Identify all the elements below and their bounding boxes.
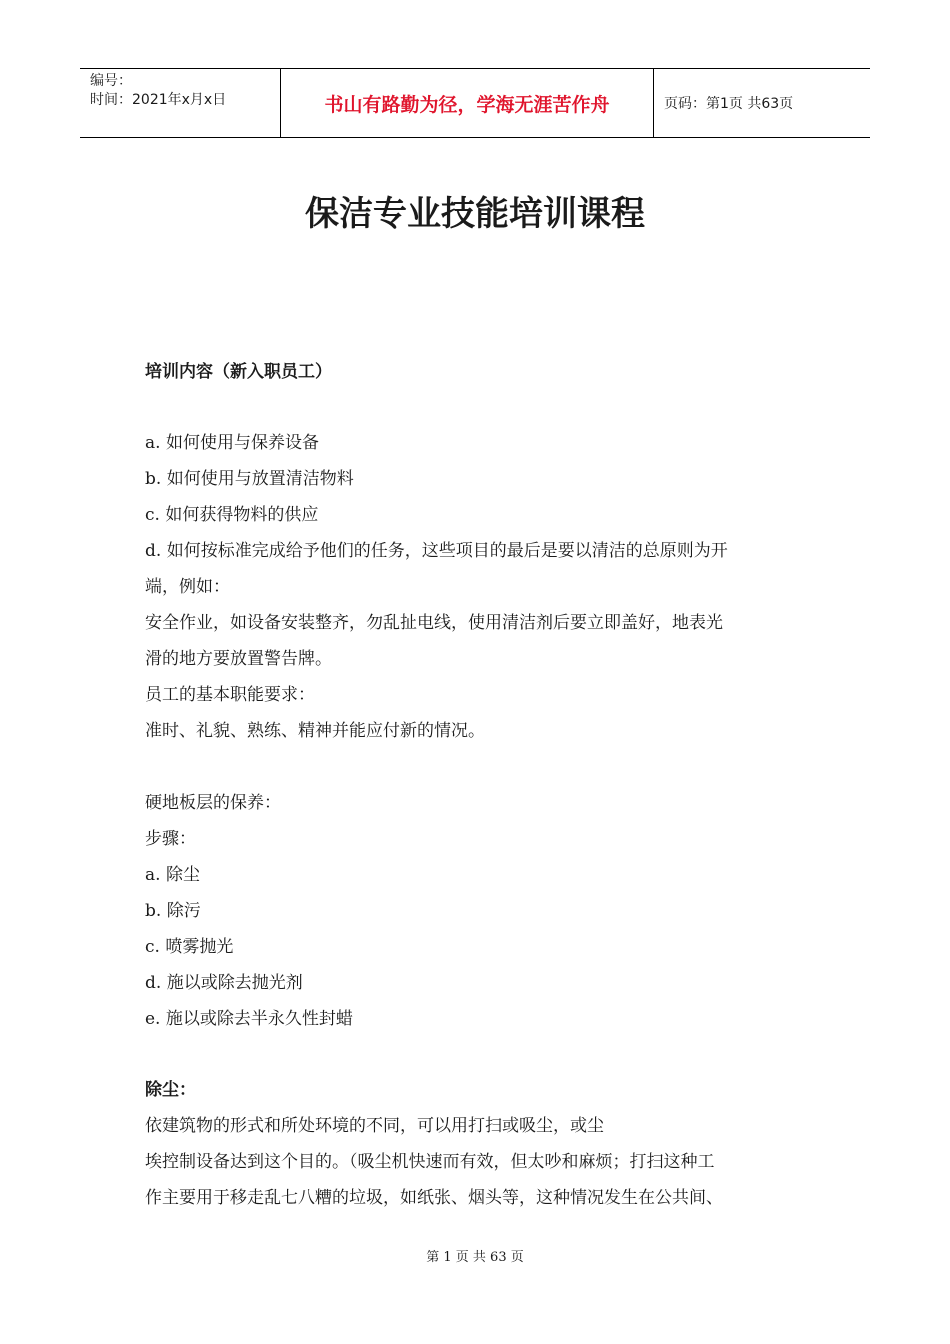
dust-paragraph-line-2: 埃控制设备达到这个目的。（吸尘机快速而有效，但太吵和麻烦；打扫这种工 (145, 1152, 715, 1172)
safety-paragraph-line-1: 安全作业，如设备安装整齐，勿乱扯电线，使用清洁剂后要立即盖好，地表光 (145, 613, 723, 633)
list-item-a: a. 如何使用与保养设备 (145, 433, 319, 453)
safety-paragraph-line-2: 滑的地方要放置警告牌。 (145, 649, 332, 669)
dust-paragraph-line-1: 依建筑物的形式和所处环境的不同，可以用打扫或吸尘，或尘 (145, 1116, 604, 1136)
document-header (80, 68, 870, 138)
list-item-b: b. 如何使用与放置清洁物料 (145, 469, 354, 489)
step-item-b: b. 除污 (145, 901, 201, 921)
dust-paragraph-line-3: 作主要用于移走乱七八糟的垃圾，如纸张、烟头等，这种情况发生在公共间、 (145, 1188, 723, 1208)
header-number-label: 编号： (90, 73, 132, 89)
requirement-text: 准时、礼貌、熟练、精神并能应付新的情况。 (145, 721, 485, 741)
floor-care-heading: 硬地板层的保养： (145, 793, 281, 813)
requirement-heading: 员工的基本职能要求： (145, 685, 315, 705)
step-item-d: d. 施以或除去抛光剂 (145, 973, 303, 993)
header-motto: 书山有路勤为径，学海无涯苦作舟 (281, 69, 654, 137)
list-item-d: d. 如何按标准完成给予他们的任务，这些项目的最后是要以清洁的总原则为开 (145, 541, 728, 561)
document-title: 保洁专业技能培训课程 (305, 194, 645, 234)
list-item-c: c. 如何获得物料的供应 (145, 505, 319, 525)
header-time-label: 时间：2021年x月x日 (90, 92, 227, 108)
step-item-e: e. 施以或除去半永久性封蜡 (145, 1009, 353, 1029)
list-item-d-continued: 端，例如： (145, 577, 230, 597)
page-footer: 第 1 页 共 63 页 (426, 1250, 524, 1265)
steps-label: 步骤： (145, 829, 196, 849)
step-item-c: c. 喷雾抛光 (145, 937, 234, 957)
header-page-info: 页码：第1页 共63页 (664, 96, 794, 112)
dust-removal-heading: 除尘： (145, 1080, 196, 1100)
step-item-a: a. 除尘 (145, 865, 200, 885)
header-meta-cell (80, 69, 281, 137)
section-heading-training: 培训内容（新入职员工） (145, 362, 332, 382)
